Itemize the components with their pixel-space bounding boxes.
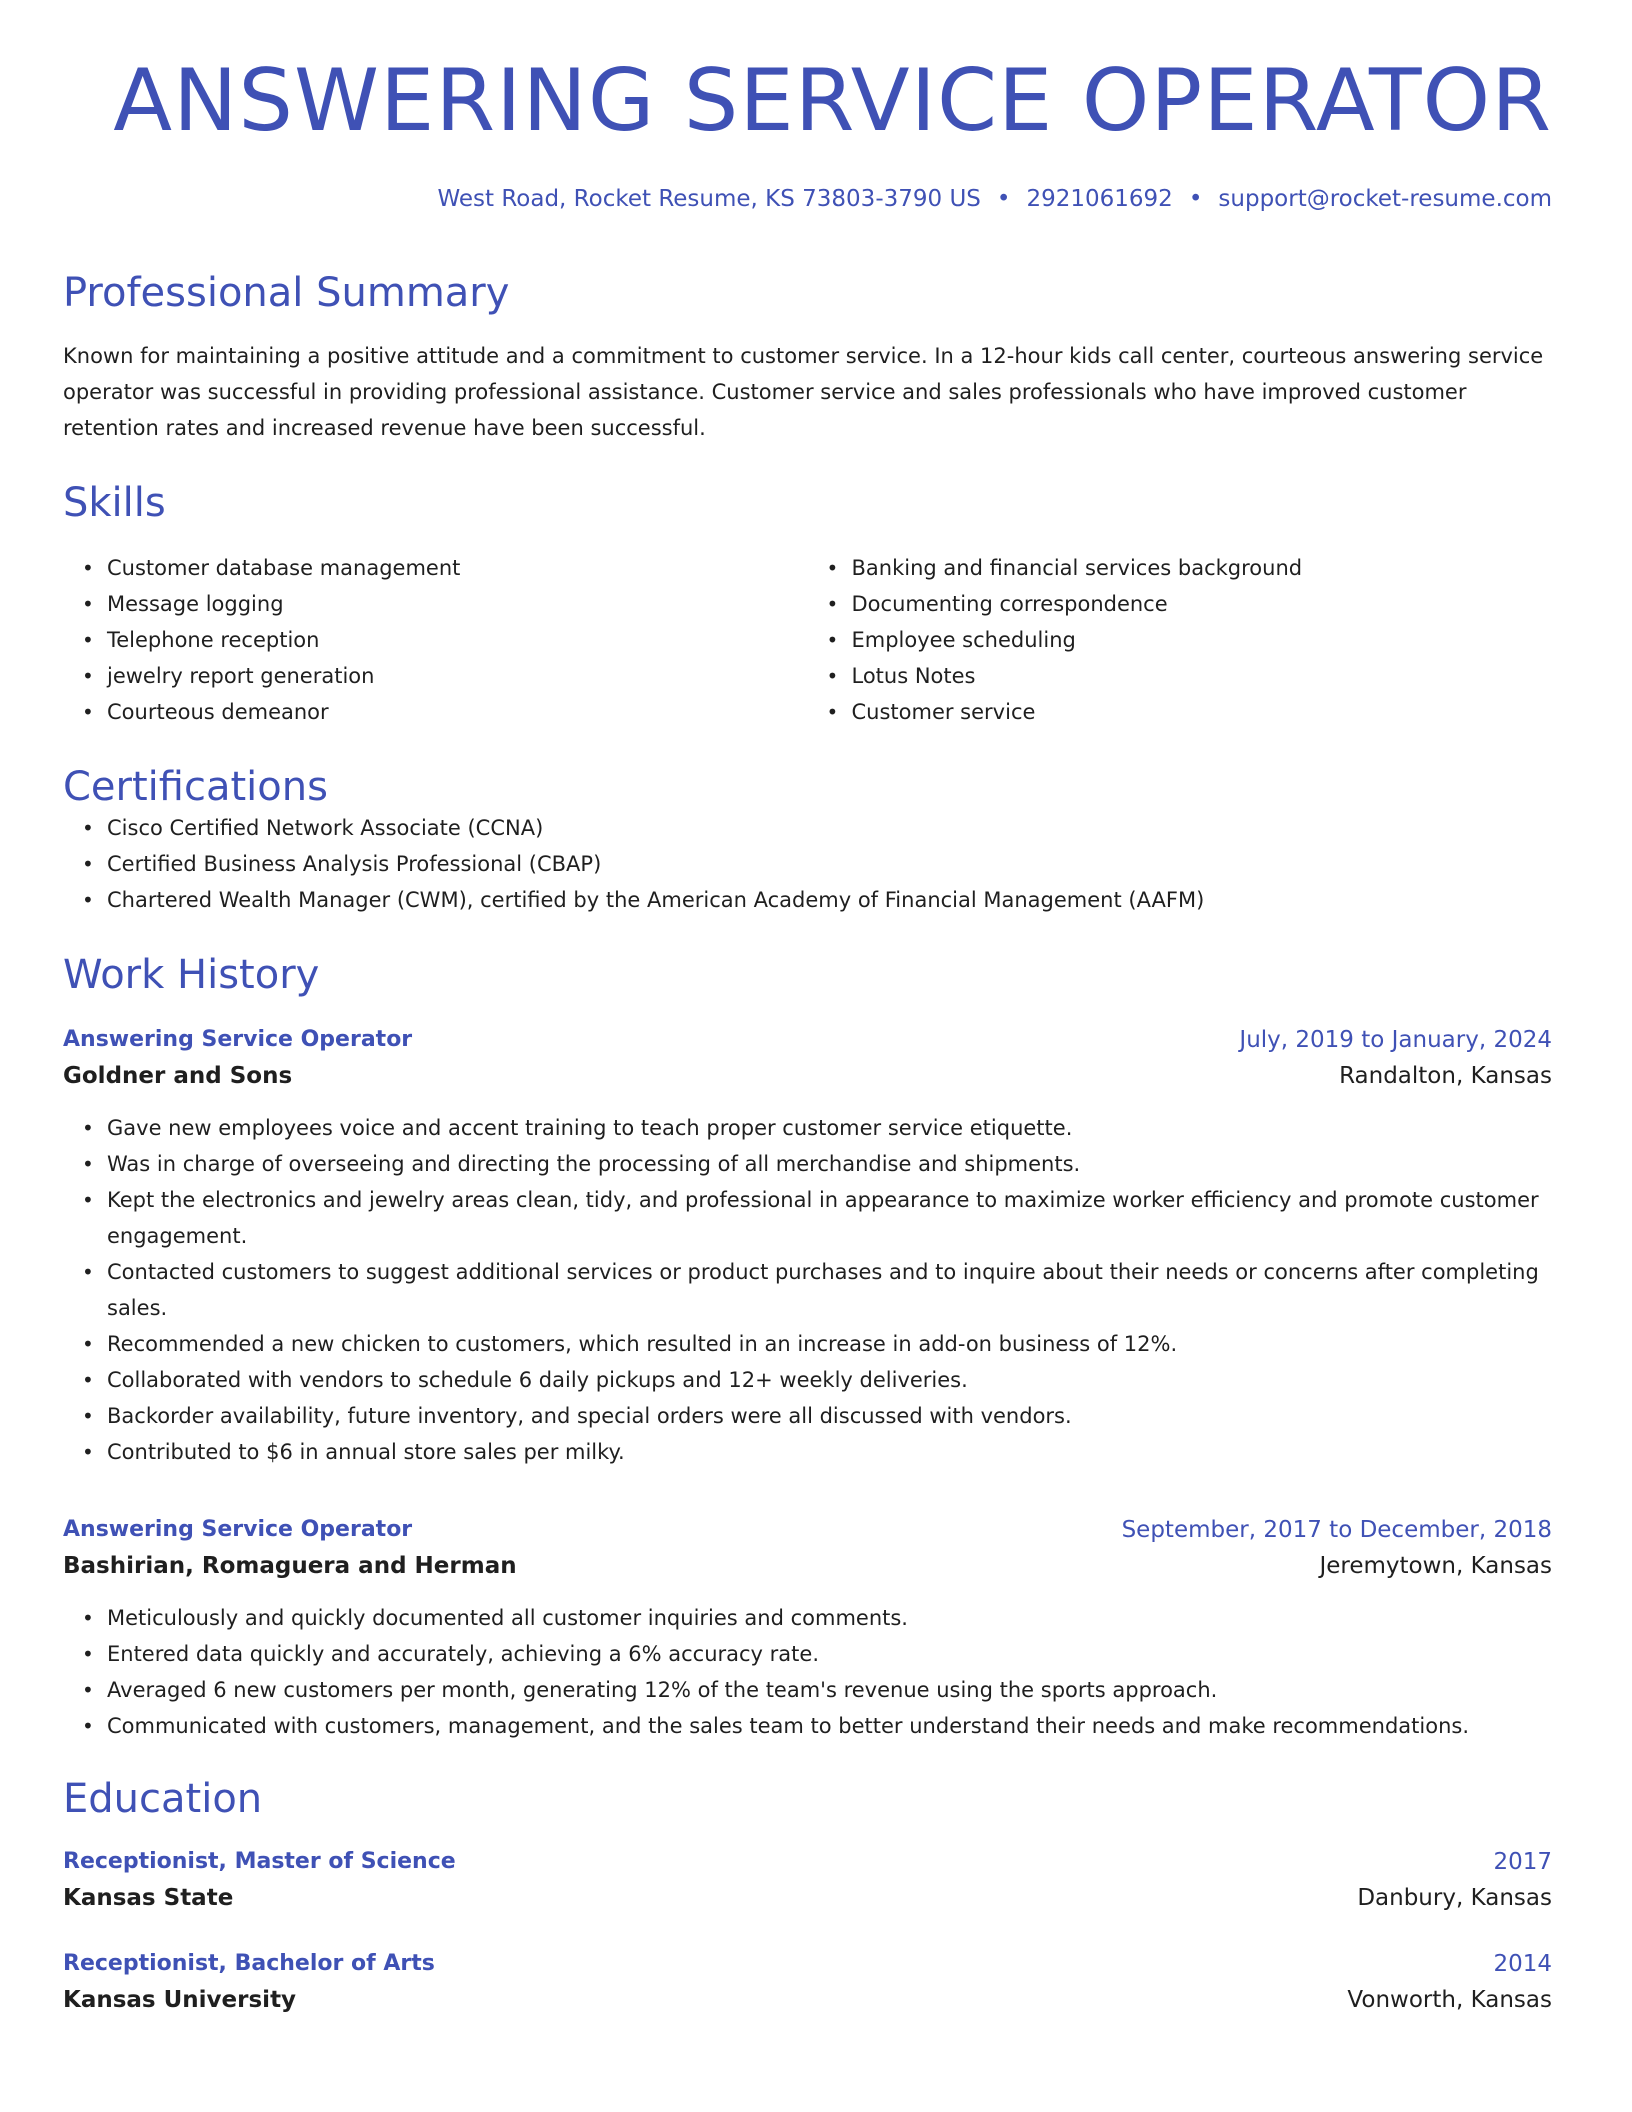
education-heading: Education <box>63 1776 263 1822</box>
skill-item: • Customer database management <box>107 550 808 586</box>
job-bullet: • Contacted customers to suggest additional services or product purchases and to inquire about their needs or concerns after completing sales. <box>107 1254 1552 1326</box>
job-header-row <box>63 1024 1552 1056</box>
job-bullet: • Kept the electronics and jewelry areas clean, tidy, and professional in appearance to maximize worker efficiency and promote customer engagement. <box>107 1182 1552 1254</box>
skills-column-right <box>808 550 1553 730</box>
job-location: Jeremytown, Kansas <box>1319 1553 1552 1579</box>
contact-line <box>63 186 1552 212</box>
job-bullet: • Meticulously and quickly documented all customer inquiries and comments. <box>107 1600 1552 1636</box>
contact-email[interactable]: support@rocket-resume.com <box>1218 186 1552 212</box>
job-company-row <box>63 1546 1552 1586</box>
education-location: Danbury, Kansas <box>1357 1885 1552 1911</box>
job-title: Answering Service Operator <box>63 1027 413 1052</box>
skill-item: • Telephone reception <box>107 622 808 658</box>
education-school: Kansas University <box>63 1987 297 2013</box>
contact-separator: • <box>996 186 1011 212</box>
education-school-row <box>63 1878 1552 1918</box>
skill-item: • jewelry report generation <box>107 658 808 694</box>
education-degree: Receptionist, Master of Science <box>63 1849 456 1874</box>
job-bullet: • Collaborated with vendors to schedule 6 daily pickups and 12+ weekly deliveries. <box>107 1362 1552 1398</box>
job-bullets <box>63 1110 1552 1470</box>
contact-address: West Road, Rocket Resume, KS 73803-3790 US <box>437 186 981 212</box>
job-title: Answering Service Operator <box>63 1517 413 1542</box>
certifications-list <box>63 810 1552 918</box>
education-school-row <box>63 1980 1552 2020</box>
education-header-row <box>63 1948 1552 1980</box>
job-header-row <box>63 1514 1552 1546</box>
skill-item: • Lotus Notes <box>852 658 1553 694</box>
job-bullet: • Communicated with customers, management, and the sales team to better understand their needs and make recommendations. <box>107 1708 1552 1744</box>
skills-column-left <box>63 550 808 730</box>
job-bullet: • Contributed to $6 in annual store sales per milky. <box>107 1434 1552 1470</box>
certifications-heading: Certifications <box>63 764 328 810</box>
education-entry <box>63 1948 1552 2020</box>
job-location: Randalton, Kansas <box>1339 1063 1552 1089</box>
contact-separator: • <box>1188 186 1203 212</box>
summary-heading: Professional Summary <box>63 270 510 316</box>
job-entry <box>63 1024 1552 1470</box>
job-bullet: • Backorder availability, future inventory, and special orders were all discussed with vendors. <box>107 1398 1552 1434</box>
education-degree: Receptionist, Bachelor of Arts <box>63 1951 435 1976</box>
resume-header <box>63 51 1552 212</box>
job-dates: July, 2019 to January, 2024 <box>1239 1027 1552 1053</box>
certification-item: • Chartered Wealth Manager (CWM), certified by the American Academy of Financial Management (AAFM) <box>107 882 1552 918</box>
skill-item: • Customer service <box>852 694 1553 730</box>
job-bullet: • Gave new employees voice and accent training to teach proper customer service etiquette. <box>107 1110 1552 1146</box>
job-dates: September, 2017 to December, 2018 <box>1121 1517 1552 1543</box>
education-year: 2017 <box>1493 1849 1552 1875</box>
job-bullet: • Was in charge of overseeing and directing the processing of all merchandise and shipments. <box>107 1146 1552 1182</box>
job-bullet: • Entered data quickly and accurately, achieving a 6% accuracy rate. <box>107 1636 1552 1672</box>
education-header-row <box>63 1846 1552 1878</box>
job-company-row <box>63 1056 1552 1096</box>
skill-item: • Employee scheduling <box>852 622 1553 658</box>
job-company: Goldner and Sons <box>63 1063 293 1089</box>
skill-item: • Banking and financial services background <box>852 550 1553 586</box>
work-history-heading: Work History <box>63 952 320 998</box>
skills-list <box>63 550 1552 730</box>
job-bullet: • Averaged 6 new customers per month, generating 12% of the team's revenue using the sports approach. <box>107 1672 1552 1708</box>
resume-title: ANSWERING SERVICE OPERATOR <box>113 51 1552 151</box>
skills-heading: Skills <box>63 480 166 526</box>
certification-item: • Cisco Certified Network Associate (CCNA) <box>107 810 1552 846</box>
job-bullet: • Recommended a new chicken to customers, which resulted in an increase in add-on business of 12%. <box>107 1326 1552 1362</box>
job-company: Bashirian, Romaguera and Herman <box>63 1553 517 1579</box>
education-entry <box>63 1846 1552 1918</box>
job-bullets <box>63 1600 1552 1744</box>
summary-text: Known for maintaining a positive attitude and a commitment to customer service. In a 12-hour kids call center, courteous answering service operator was successful in providing professional assistance. Customer service and sales professionals who have improved customer retention rates and increased revenue have been successful. <box>63 344 1544 440</box>
education-school: Kansas State <box>63 1885 234 1911</box>
skill-item: • Message logging <box>107 586 808 622</box>
skill-item: • Courteous demeanor <box>107 694 808 730</box>
education-location: Vonworth, Kansas <box>1347 1987 1552 2013</box>
education-year: 2014 <box>1493 1951 1552 1977</box>
job-entry <box>63 1514 1552 1744</box>
contact-phone: 2921061692 <box>1026 186 1173 212</box>
certification-item: • Certified Business Analysis Professional (CBAP) <box>107 846 1552 882</box>
skill-item: • Documenting correspondence <box>852 586 1553 622</box>
